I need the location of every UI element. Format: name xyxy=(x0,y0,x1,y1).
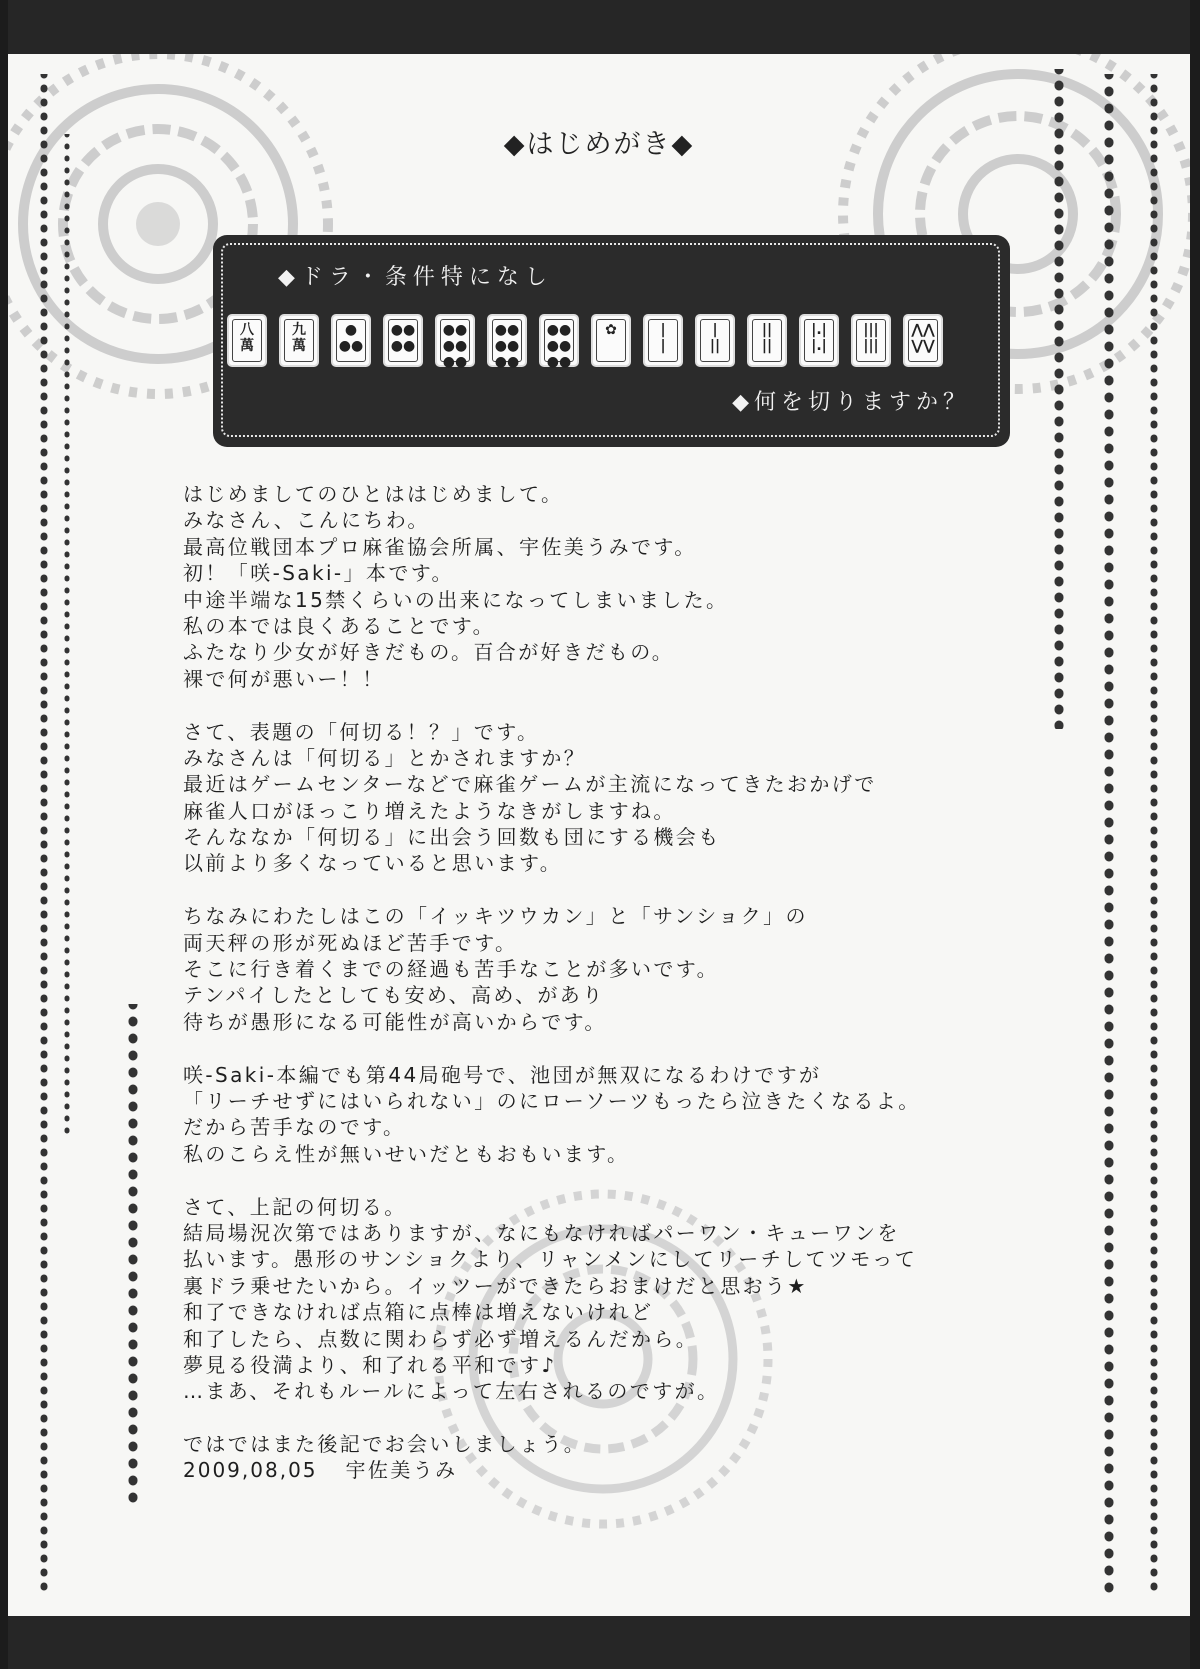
body-line: 和了できなければ点箱に点棒は増えないけれど xyxy=(183,1300,654,1325)
body-line: 中途半端な15禁くらいの出来になってしまいました。 xyxy=(183,587,729,612)
body-line: テンパイしたとしても安め、高め、があり xyxy=(183,983,605,1008)
one-sou-tile xyxy=(591,314,631,367)
left-dot-rule-2 xyxy=(62,134,72,1134)
eight-man-tile xyxy=(227,314,267,367)
page-heading: ◆はじめがき◆ xyxy=(503,129,695,160)
body-line: 結局場況次第ではありますが、なにもなければパーワン・キューワンを xyxy=(183,1220,900,1245)
date: 2009,08,05 xyxy=(183,1458,318,1483)
body-line: 以前より多くなっていると思います。 xyxy=(183,851,563,876)
paragraph-gap xyxy=(183,692,1083,718)
body-line: 私のこらえ性が無いせいだともおもいます。 xyxy=(183,1141,630,1166)
body-text xyxy=(183,481,1083,1484)
body-line: ちなみにわたしはこの「イッキツウカン」と「サンショク」の xyxy=(183,904,808,929)
mahjong-problem-panel xyxy=(213,235,1010,447)
body-line: ふたなり少女が好きだもの。百合が好きだもの。 xyxy=(183,640,675,665)
tile-glyph: ●● ●● xyxy=(390,322,416,354)
tile-glyph: |.| |.| xyxy=(811,322,827,354)
body-line: 裏ドラ乗せたいから。イッツーができたらおまけだと思おう★ xyxy=(183,1273,808,1298)
signature-line xyxy=(183,1457,1083,1483)
body-line: そこに行き着くまでの経過も苦手なことが多いです。 xyxy=(183,957,719,982)
bottom-lace-border xyxy=(0,1616,1200,1669)
left-dot-rule-1 xyxy=(38,74,50,1594)
body-line: 咲-Saki-本編でも第44局砲号で、池団が無双になるわけですが xyxy=(183,1062,822,1087)
body-line: 最高位戦団本プロ麻雀協会所属、宇佐美うみです。 xyxy=(183,534,697,559)
paragraph-gap xyxy=(183,1405,1083,1431)
author-name: 宇佐美うみ xyxy=(345,1458,458,1483)
tile-glyph: ●● ●● ●● xyxy=(546,322,572,370)
tile-glyph: | | xyxy=(660,322,666,354)
tile-glyph: ●● ●● ●● xyxy=(442,322,468,370)
body-line: 麻雀人口がほっこり増えたようなきがしますね。 xyxy=(183,798,676,823)
paragraph-gap xyxy=(183,877,1083,903)
body-line: 払います。愚形のサンショクより、リャンメンにしてリーチしてツモって xyxy=(183,1247,918,1272)
tile-glyph: || || xyxy=(761,322,773,354)
six-sou-tile xyxy=(851,314,891,367)
tile-hand xyxy=(227,314,997,369)
tile-glyph: ✿ xyxy=(605,322,617,338)
tile-glyph: ● ●● xyxy=(338,322,364,354)
tile-glyph: 九 萬 xyxy=(292,322,306,354)
right-edge xyxy=(1190,0,1200,1669)
body-line: 「リーチせずにはいられない」のにローソーツもったら泣きたくなるよ。 xyxy=(183,1088,921,1113)
three-pin-tile xyxy=(331,314,371,367)
body-line: さて、表題の「何切る！？」です。 xyxy=(183,719,540,744)
body-line: はじめましてのひとははじめまして。 xyxy=(183,482,564,506)
body-line: みなさん、こんにちわ。 xyxy=(183,508,430,533)
body-line: そんななか「何切る」に出会う回数も団にする機会も xyxy=(183,825,721,850)
tile-glyph: ●● ●● ●● xyxy=(494,322,520,370)
tile-glyph: ||| ||| xyxy=(863,322,879,354)
tile-glyph: 八 萬 xyxy=(240,322,254,354)
right-dot-rule-2 xyxy=(1102,74,1116,1594)
tile-glyph: | || xyxy=(709,322,721,354)
left-edge xyxy=(0,0,8,1669)
body-line: さて、上記の何切る。 xyxy=(183,1194,407,1219)
body-line: 私の本では良くあることです。 xyxy=(183,613,495,638)
six-pin-tile xyxy=(539,314,579,370)
body-line: だから苦手なのです。 xyxy=(183,1115,406,1140)
body-line: 最近はゲームセンターなどで麻雀ゲームが主流になってきたおかげで xyxy=(183,772,877,797)
nine-man-tile xyxy=(279,314,319,367)
two-sou-tile xyxy=(643,314,683,367)
body-line: ではではまた後記でお会いしましょう。 xyxy=(183,1432,587,1457)
top-lace-border xyxy=(0,0,1200,54)
four-pin-tile xyxy=(383,314,423,367)
paragraph-gap xyxy=(183,1035,1083,1061)
left-dot-rule-3 xyxy=(126,1004,140,1504)
body-line: 裸で何が悪いー！！ xyxy=(183,666,385,691)
tile-glyph: ⋀⋀ ⋁⋁ xyxy=(911,322,935,354)
body-line: 両天秤の形が死ぬほど苦手です。 xyxy=(183,930,518,955)
six-pin-tile xyxy=(435,314,475,370)
paper xyxy=(8,54,1190,1616)
question-text: ◆何を切りますか？ xyxy=(732,390,970,415)
body-line: 初！「咲-Saki-」本です。 xyxy=(183,561,454,586)
condition-text: ◆ドラ・条件特になし xyxy=(278,265,553,290)
five-sou-tile xyxy=(799,314,839,367)
three-sou-tile xyxy=(695,314,735,367)
body-line: みなさんは「何切る」とかされますか？ xyxy=(183,745,587,770)
right-dot-rule-3 xyxy=(1148,74,1160,1594)
body-line: 待ちが愚形になる可能性が高いからです。 xyxy=(183,1009,607,1034)
six-pin-tile xyxy=(487,314,527,370)
body-line: 和了したら、点数に関わらず必ず増えるんだから。 xyxy=(183,1326,699,1351)
paragraph-gap xyxy=(183,1167,1083,1193)
eight-sou-tile xyxy=(903,314,943,367)
body-line: …まあ、それもルールによって左右されるのですが。 xyxy=(183,1379,720,1404)
body-line: 夢見る役満より、和了れる平和です♪ xyxy=(183,1352,557,1377)
four-sou-tile xyxy=(747,314,787,367)
